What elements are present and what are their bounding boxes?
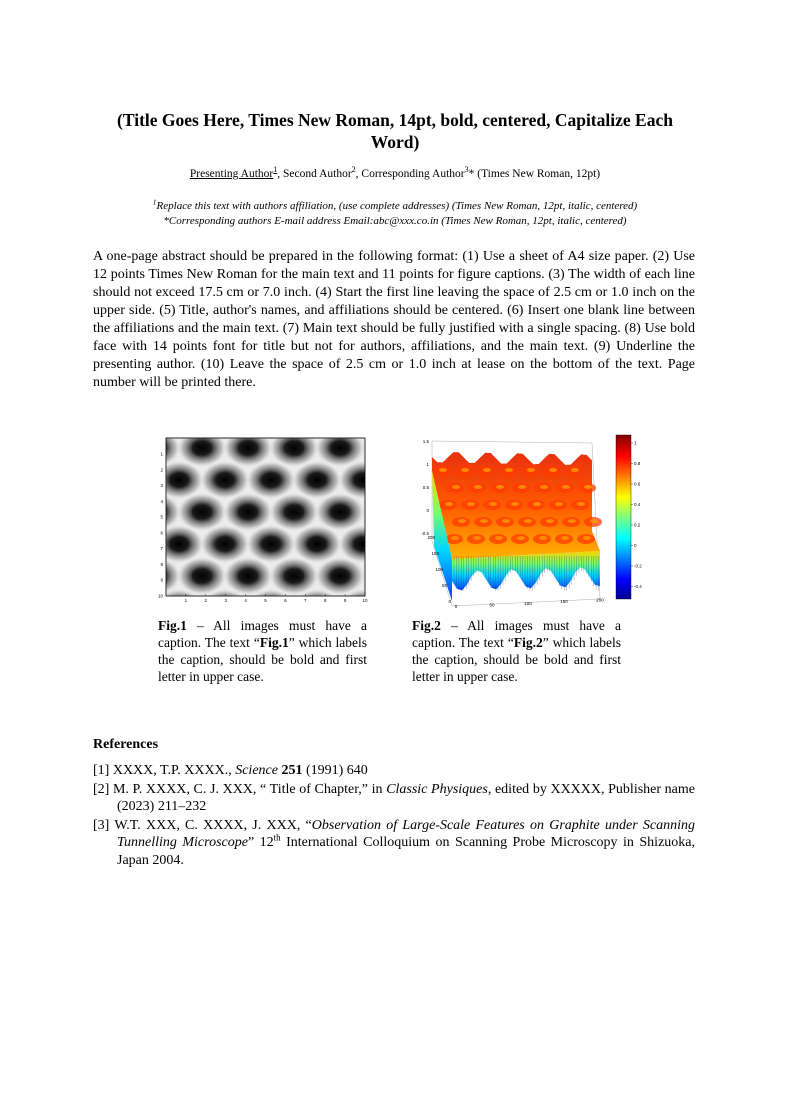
references-heading: References: [93, 737, 159, 752]
ref-2-details: , edited by XXXXX, Publisher name (2023) 211–232: [117, 781, 695, 814]
fig2-y-tick-label: 50: [441, 583, 447, 588]
fig2-z-tick-label: -0.5: [421, 531, 429, 536]
fig2-surface-highlight: [568, 519, 576, 523]
corresponding-author: , Corresponding Author: [355, 168, 465, 180]
abstract-text: A one-page abstract should be prepared in the following format: (1) Use a sheet of A4 size paper. (2) Use 12 points Times New Roman for the main text and 11 points for figure captions. (3) The width of each line should not exceed 17.5 cm or 7.0 inch. (4) Start the first line leaving the space of 2.5 cm or 1.0 inch on the upper side. (5) Title, author's names, and affiliations should be centered. (6) Insert one blank line between the affiliations and the main text. (7) Main text should be fully justified with a single spacing. (8) Use bold face with 14 points font for title but not for authors, affiliations, and the main text. (9) Underline the presenting author. (10) Leave the space of 2.5 cm or 1.0 inch at lease on the bottom of the text. Page number will be printed there.: [93, 249, 695, 390]
fig2-surface-highlight: [483, 468, 491, 472]
fig1-y-tick-label: 4: [160, 498, 163, 504]
fig1-y-tick-label: 3: [160, 483, 163, 489]
fig2-surface-highlight: [590, 519, 598, 523]
fig1-y-ticks: [158, 452, 164, 599]
ref-1-details: (1991) 640: [302, 763, 368, 778]
figure-1-caption: [158, 617, 367, 685]
fig1-x-tick-label: 9: [343, 598, 347, 603]
ref-2-authors: M. P. XXXX, C. J. XXX, “ Title of Chapter,” in: [112, 781, 387, 797]
fig2-caption-label: Fig.2: [412, 618, 441, 633]
fig2-surface-highlight: [533, 502, 541, 506]
fig2-surface-highlight: [467, 502, 475, 506]
fig2-surface-highlight: [562, 485, 570, 489]
fig1-x-tick-label: 1: [184, 598, 188, 603]
fig2-surface-highlight: [517, 536, 525, 540]
fig2-surface-highlight: [474, 485, 482, 489]
fig1-caption-label: Fig.1: [158, 618, 187, 633]
figure-2: [412, 431, 642, 611]
ref-3-num: [3]: [93, 817, 115, 833]
fig1-pattern: [156, 434, 371, 604]
fig2-colorbar: [616, 435, 631, 599]
fig2-surface-highlight: [540, 485, 548, 489]
fig2-caption-text-b: ” which labels the caption, should be bold and first letter in upper case.: [412, 635, 621, 684]
fig2-surface-highlight: [480, 519, 488, 523]
fig1-x-tick-label: 6: [284, 598, 287, 603]
fig2-caption-text-a: – All images must have a caption. The text “: [412, 618, 621, 650]
fig2-surface-highlight: [518, 485, 526, 489]
fig2-colorbar-tick-label: -0.4: [634, 584, 642, 589]
fig2-surface-highlight: [549, 468, 557, 472]
affiliation-sup: 1: [152, 197, 157, 207]
reference-3: [93, 817, 695, 870]
fig2-surface-highlight: [445, 502, 453, 506]
fig1-y-tick-label: 2: [160, 467, 163, 473]
fig2-surface: [432, 452, 602, 601]
author-list: [92, 166, 698, 182]
fig2-surface-highlight: [502, 519, 510, 523]
fig2-colorbar-ticks: [631, 441, 642, 590]
fig2-surface-highlight: [561, 536, 569, 540]
fig2-colorbar-tick-label: 0.8: [634, 461, 641, 466]
fig2-colorbar-tick-label: 0.6: [634, 481, 641, 487]
fig1-y-tick-label: 10: [157, 593, 163, 599]
ref-1-authors: XXXX, T.P. XXXX.,: [112, 763, 236, 778]
fig2-surface-highlight: [546, 519, 554, 523]
fig1-y-tick-label: 8: [160, 561, 163, 567]
fig2-surface-highlight: [489, 502, 497, 506]
fig2-surface-highlight: [458, 519, 466, 523]
fig2-x-tick-label: 50: [489, 602, 495, 608]
fig2-y-tick-label: 0: [448, 599, 451, 604]
fig2-colorbar-tick-label: 0.4: [634, 502, 641, 507]
fig2-z-tick-label: 0.5: [422, 485, 429, 490]
ref-3-title: Observation of Large-Scale Features on Graphite under Scanning Tunnelling Microscope: [117, 817, 696, 850]
fig2-surface-highlight: [452, 485, 460, 489]
fig1-y-tick-label: 7: [160, 546, 163, 552]
fig2-surface-highlight: [527, 468, 535, 472]
fig2-y-tick-label: 100: [435, 567, 443, 572]
fig1-y-tick-label: 1: [160, 451, 163, 457]
fig2-surface-highlight: [439, 468, 447, 472]
fig2-z-tick-label: 1: [426, 462, 429, 467]
second-author: , Second Author: [277, 168, 352, 180]
ref-1-num: [1]: [93, 763, 113, 778]
fig1-x-tick-label: 4: [244, 598, 247, 603]
fig2-z-tick-label: 0: [426, 508, 429, 513]
second-author-sup: 2: [351, 165, 356, 175]
fig1-y-tick-label: 5: [160, 514, 163, 520]
author-note: * (Times New Roman, 12pt): [468, 168, 601, 180]
fig1-y-tick-label: 6: [160, 530, 163, 536]
fig2-z-tick-label: 1.5: [422, 439, 429, 444]
fig2-y-tick-label: 200: [427, 535, 435, 540]
fig2-surface-highlight: [505, 468, 513, 472]
affiliation-line-2: *Corresponding authors E-mail address Email:abc@xxx.co.in (Times New Roman, 12pt, italic, centered): [163, 214, 627, 227]
fig2-x-tick-label: 150: [560, 599, 568, 605]
ref-3-number: ” 12: [247, 835, 274, 850]
figure-1: [156, 434, 371, 604]
figure-2-caption: [412, 617, 621, 685]
fig1-x-tick-label: 7: [304, 598, 307, 603]
fig2-surface-highlight: [524, 519, 532, 523]
fig2-x-ticks: [455, 598, 605, 609]
reference-2: [93, 781, 695, 816]
fig2-surface-highlight: [451, 536, 459, 540]
fig2-surface-highlight: [495, 536, 503, 540]
reference-list: [93, 762, 695, 870]
reference-1: [93, 762, 695, 780]
fig2-surface-highlight: [461, 468, 469, 472]
fig1-x-tick-label: 2: [204, 598, 208, 603]
ref-2-book: Classic Physiques: [386, 781, 488, 797]
fig1-x-tick-label: 3: [224, 598, 227, 603]
fig2-colorbar-tick-label: -0.2: [634, 563, 642, 569]
ref-3-details: International Colloquium on Scanning Probe Microscopy in Shizuoka, Japan 2004.: [117, 835, 695, 868]
corresponding-author-sup: 3: [464, 165, 469, 175]
fig2-colorbar-tick-label: 0.2: [634, 522, 641, 528]
fig1-x-tick-label: 5: [264, 598, 267, 603]
fig2-surface-highlight: [584, 485, 592, 489]
fig2-x-tick-label: 0: [454, 604, 458, 609]
paper-title: (Title Goes Here, Times New Roman, 14pt, bold, centered, Capitalize Each Word): [117, 110, 673, 152]
fig2-y-tick-label: 150: [431, 551, 439, 556]
ref-3-authors: W.T. XXX, C. XXXX, J. XXX, “: [114, 817, 312, 833]
ref-1-volume: 251: [277, 763, 303, 778]
ref-1-journal: Science: [235, 763, 278, 778]
fig2-z-ticks: [421, 439, 429, 536]
ref-2-num: [2]: [93, 781, 113, 797]
affiliations: [92, 199, 698, 228]
ref-3-sup: th: [273, 832, 281, 843]
fig2-surface-highlight: [511, 502, 519, 506]
fig2-surface-highlight: [583, 536, 591, 540]
fig2-x-tick-label: 200: [596, 597, 604, 603]
fig2-colorbar-tick-label: 1: [634, 440, 637, 446]
fig2-x-tick-label: 100: [524, 600, 532, 606]
fig1-x-tick-label: 10: [362, 598, 368, 603]
fig1-x-tick-label: 8: [323, 598, 327, 603]
fig1-caption-text-a: – All images must have a caption. The text “: [158, 618, 367, 650]
fig2-colorbar-tick-label: 0: [634, 543, 637, 548]
fig2-surface-highlight: [496, 485, 504, 489]
fig2-surface-highlight: [473, 536, 481, 540]
fig2-surface-highlight: [539, 536, 547, 540]
fig2-surface-highlight: [577, 502, 585, 506]
affiliation-text: Replace this text with authors affiliation, (use complete addresses) (Times New Roman, 12pt, italic, centered): [156, 200, 638, 212]
affiliation-line-1: [92, 199, 698, 214]
fig1-caption-label-inline: Fig.1: [259, 635, 289, 650]
fig2-surface-highlight: [555, 502, 563, 506]
fig1-caption-text-b: ” which labels the caption, should be bold and first letter in upper case.: [158, 635, 367, 684]
fig1-y-tick-label: 9: [160, 577, 163, 583]
fig2-caption-label-inline: Fig.2: [513, 635, 543, 650]
presenting-author: Presenting Author: [189, 168, 274, 180]
presenting-author-sup: 1: [273, 165, 278, 175]
fig2-surface-highlight: [571, 468, 579, 472]
